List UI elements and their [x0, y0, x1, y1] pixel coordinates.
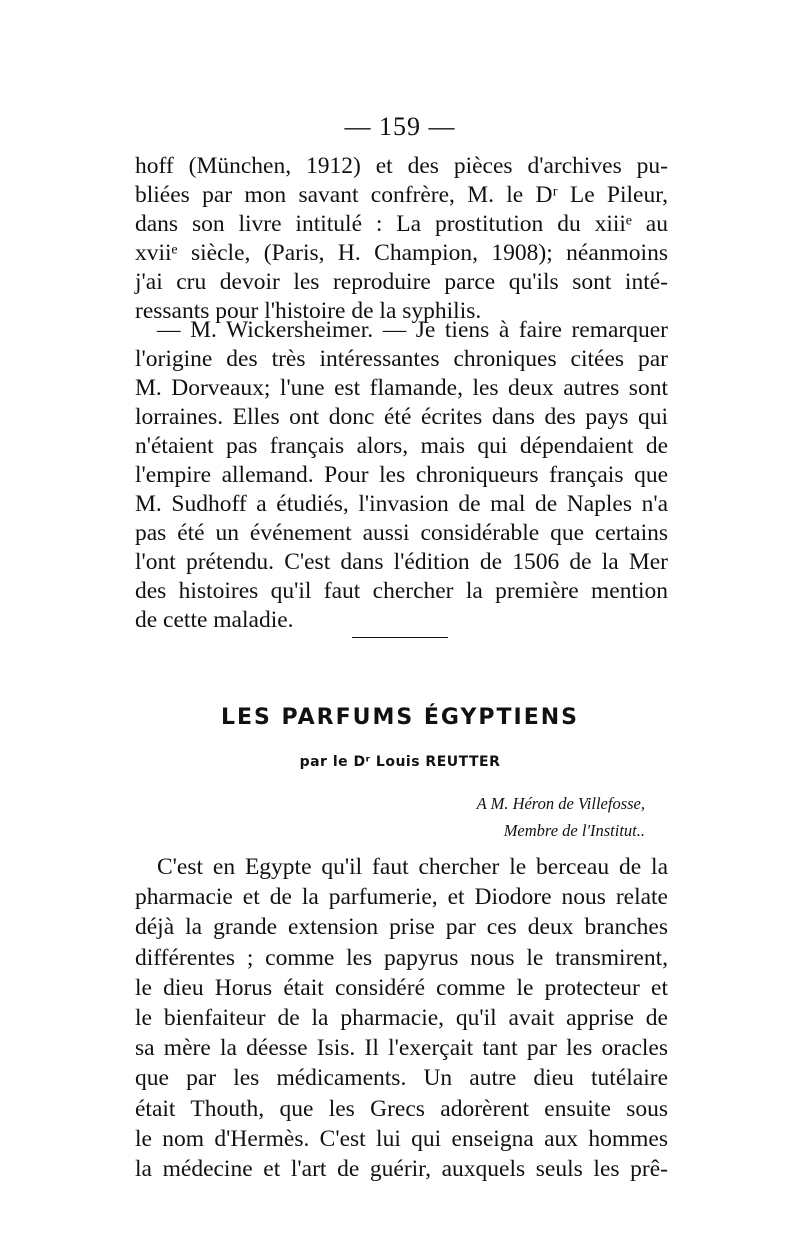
- page-number: — 159 —: [344, 112, 456, 141]
- text-line: le nom d'Hermès. C'est lui qui enseigna aux hommes: [135, 1125, 668, 1152]
- article-byline: par le Dʳ Louis REUTTER: [299, 754, 501, 770]
- text-line: C'est en Egypte qu'il faut chercher le berceau de la: [157, 854, 668, 880]
- text-line: différentes ; comme les papyrus nous le transmirent,: [135, 944, 668, 971]
- text-line: que par les médicaments. Un autre dieu tutélaire: [135, 1065, 668, 1092]
- text-line: M. Dorveaux; l'une est flamande, les deux autres sont: [135, 375, 668, 401]
- dedication-line: A M. Héron de Villefosse,: [476, 794, 645, 813]
- text-line: était Thouth, que les Grecs adorèrent ensuite sous: [135, 1095, 668, 1122]
- text-line: le bienfaiteur de la pharmacie, qu'il avait apprise de: [135, 1004, 668, 1031]
- text-line: — M. Wickersheimer. — Je tiens à faire remarquer: [157, 317, 668, 343]
- text-line: bliées par mon savant confrère, M. le Dʳ Le Pileur,: [135, 182, 668, 208]
- text-line: sa mère la déesse Isis. Il l'exerçait tant par les oracles: [135, 1035, 668, 1062]
- section-divider: [352, 637, 448, 638]
- text-line: pas été un événement aussi considérable que certains: [135, 520, 668, 546]
- second-paragraph: [135, 316, 668, 635]
- dedication-line: Membre de l'Institut..: [503, 821, 645, 840]
- text-line: M. Sudhoff a étudiés, l'invasion de mal de Naples n'a: [135, 491, 668, 517]
- third-paragraph: [135, 852, 668, 1184]
- text-line: n'étaient pas français alors, mais qui dépendaient de: [135, 433, 668, 459]
- first-paragraph: [135, 152, 668, 326]
- text-line: ressants pour l'histoire de la syphilis.: [135, 298, 482, 324]
- text-line: le dieu Horus était considéré comme le protecteur et: [135, 974, 668, 1001]
- dedication: [477, 790, 645, 844]
- text-line: l'empire allemand. Pour les chroniqueurs français que: [135, 462, 668, 488]
- text-line: dans son livre intitulé : La prostitution du xiiiᵉ au: [135, 211, 668, 237]
- text-line: j'ai cru devoir les reproduire parce qu'ils sont inté-: [135, 269, 668, 295]
- text-line: des histoires qu'il faut chercher la première mention: [135, 578, 668, 604]
- text-line: lorraines. Elles ont donc été écrites dans des pays qui: [135, 404, 668, 430]
- text-line: déjà la grande extension prise par ces deux branches: [135, 914, 668, 941]
- text-line: xviiᵉ siècle, (Paris, H. Champion, 1908); néanmoins: [135, 240, 668, 266]
- text-line: pharmacie et de la parfumerie, et Diodore nous relate: [135, 884, 668, 911]
- text-line: hoff (München, 1912) et des pièces d'archives pu-: [135, 153, 668, 179]
- text-line: de cette maladie.: [135, 607, 294, 633]
- text-line: l'origine des très intéressantes chroniques citées par: [135, 346, 668, 372]
- text-line: l'ont prétendu. C'est dans l'édition de 1506 de la Mer: [135, 549, 668, 575]
- article-title: LES PARFUMS ÉGYPTIENS: [220, 705, 580, 730]
- text-line: la médecine et l'art de guérir, auxquels seuls les prê-: [135, 1155, 668, 1182]
